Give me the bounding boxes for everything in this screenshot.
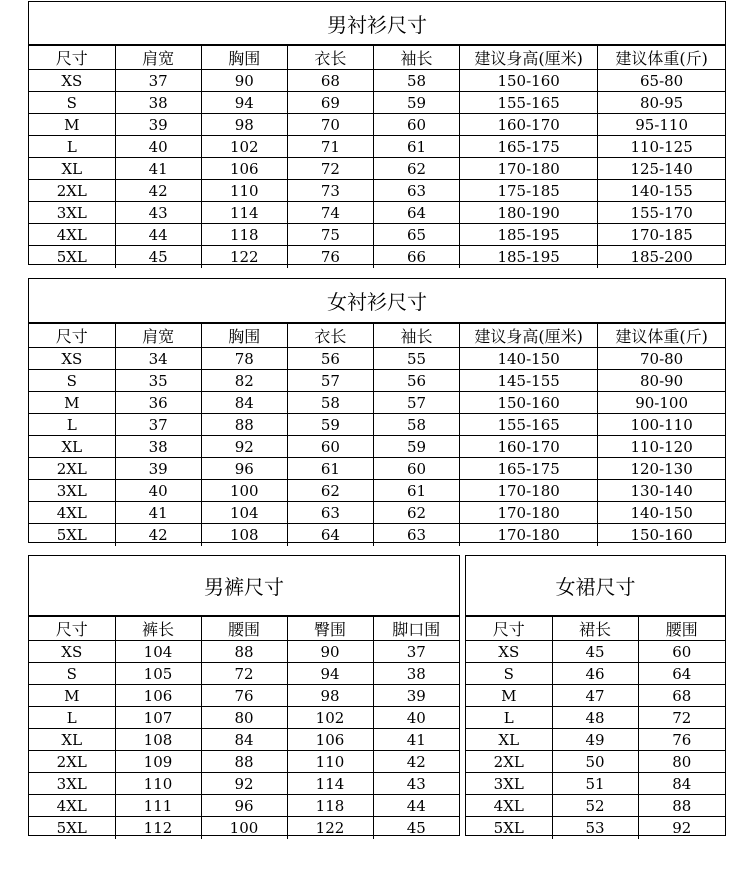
- table-cell: L: [29, 414, 115, 436]
- table-row: [29, 502, 725, 524]
- table-cell: 96: [201, 458, 287, 480]
- table-cell: 55: [373, 348, 459, 370]
- table-row: [29, 795, 459, 817]
- table-cell: 102: [287, 707, 373, 729]
- table-cell: 114: [287, 773, 373, 795]
- table-row: [466, 729, 725, 751]
- table-row: [29, 370, 725, 392]
- table-cell: 107: [115, 707, 201, 729]
- table-cell: 160-170: [460, 114, 598, 136]
- table-cell: 122: [287, 817, 373, 839]
- table-cell: 104: [201, 502, 287, 524]
- table-cell: 94: [201, 92, 287, 114]
- table-cell: 112: [115, 817, 201, 839]
- table-row: [29, 70, 725, 92]
- table-cell: 4XL: [29, 224, 115, 246]
- table-row: [29, 202, 725, 224]
- table-cell: 60: [638, 641, 725, 663]
- header-row: [29, 46, 725, 70]
- column-header: 胸围: [201, 324, 287, 348]
- mens-pants-block: [28, 555, 460, 836]
- table-cell: 95-110: [598, 114, 725, 136]
- table-cell: 72: [287, 158, 373, 180]
- table-cell: 145-155: [460, 370, 598, 392]
- table-cell: 75: [287, 224, 373, 246]
- table-row: [466, 751, 725, 773]
- womens-skirt-block: [465, 555, 726, 836]
- table-cell: 84: [201, 729, 287, 751]
- table-cell: 80-90: [598, 370, 725, 392]
- table-cell: 57: [373, 392, 459, 414]
- table-cell: 58: [287, 392, 373, 414]
- table-cell: 88: [638, 795, 725, 817]
- table-cell: 155-165: [460, 92, 598, 114]
- table-cell: 42: [115, 524, 201, 546]
- table-cell: 140-150: [460, 348, 598, 370]
- table-row: [29, 180, 725, 202]
- table-cell: M: [466, 685, 552, 707]
- table-cell: M: [29, 392, 115, 414]
- table-cell: 4XL: [29, 502, 115, 524]
- column-header: 尺寸: [29, 617, 115, 641]
- table-cell: 43: [373, 773, 459, 795]
- table-cell: 60: [373, 114, 459, 136]
- table-cell: 78: [201, 348, 287, 370]
- table-cell: 72: [638, 707, 725, 729]
- table-cell: 118: [201, 224, 287, 246]
- table-cell: XS: [466, 641, 552, 663]
- table-cell: 105: [115, 663, 201, 685]
- womens-shirt-table: [29, 323, 725, 546]
- table-row: [29, 729, 459, 751]
- table-row: [29, 480, 725, 502]
- table-row: [466, 773, 725, 795]
- column-header: 衣长: [287, 46, 373, 70]
- table-cell: 62: [287, 480, 373, 502]
- table-cell: 110: [115, 773, 201, 795]
- table-cell: 90-100: [598, 392, 725, 414]
- table-cell: S: [29, 663, 115, 685]
- table-cell: 90: [201, 70, 287, 92]
- table-cell: 37: [115, 70, 201, 92]
- table-cell: XS: [29, 348, 115, 370]
- table-cell: 45: [373, 817, 459, 839]
- table-cell: 3XL: [29, 773, 115, 795]
- womens-skirt-title: 女裙尺寸: [466, 556, 725, 616]
- table-row: [466, 707, 725, 729]
- mens-shirt-table: [29, 45, 725, 268]
- column-header: 肩宽: [115, 46, 201, 70]
- table-cell: 98: [287, 685, 373, 707]
- table-cell: 68: [638, 685, 725, 707]
- table-cell: 80: [201, 707, 287, 729]
- table-cell: 40: [115, 480, 201, 502]
- table-cell: XL: [29, 729, 115, 751]
- table-cell: 44: [115, 224, 201, 246]
- table-cell: 3XL: [466, 773, 552, 795]
- table-cell: 65-80: [598, 70, 725, 92]
- table-cell: 185-195: [460, 224, 598, 246]
- table-cell: 122: [201, 246, 287, 268]
- table-cell: 185-200: [598, 246, 725, 268]
- table-cell: 41: [115, 158, 201, 180]
- table-cell: 34: [115, 348, 201, 370]
- table-cell: 40: [373, 707, 459, 729]
- table-row: [29, 685, 459, 707]
- table-cell: 71: [287, 136, 373, 158]
- table-cell: 3XL: [29, 480, 115, 502]
- table-cell: 62: [373, 502, 459, 524]
- table-cell: L: [29, 136, 115, 158]
- table-cell: 111: [115, 795, 201, 817]
- mens-shirt-block: [28, 1, 726, 265]
- table-cell: 3XL: [29, 202, 115, 224]
- column-header: 腰围: [638, 617, 725, 641]
- table-cell: 150-160: [598, 524, 725, 546]
- table-cell: 43: [115, 202, 201, 224]
- table-cell: 58: [373, 414, 459, 436]
- table-cell: 38: [115, 436, 201, 458]
- table-cell: 5XL: [29, 524, 115, 546]
- table-cell: L: [29, 707, 115, 729]
- table-cell: 49: [552, 729, 638, 751]
- table-cell: 110: [201, 180, 287, 202]
- table-cell: 4XL: [466, 795, 552, 817]
- table-cell: 39: [115, 458, 201, 480]
- table-cell: 38: [115, 92, 201, 114]
- table-cell: 56: [287, 348, 373, 370]
- table-cell: 41: [373, 729, 459, 751]
- table-row: [29, 348, 725, 370]
- mens-pants-title: 男裤尺寸: [29, 556, 459, 616]
- table-cell: 80-95: [598, 92, 725, 114]
- column-header: 裤长: [115, 617, 201, 641]
- column-header: 建议身高(厘米): [460, 324, 598, 348]
- table-cell: 41: [115, 502, 201, 524]
- table-cell: 84: [638, 773, 725, 795]
- table-cell: 106: [287, 729, 373, 751]
- table-cell: 160-170: [460, 436, 598, 458]
- mens-shirt-title: 男衬衫尺寸: [29, 2, 725, 45]
- table-cell: 63: [287, 502, 373, 524]
- column-header: 袖长: [373, 46, 459, 70]
- table-cell: 5XL: [29, 246, 115, 268]
- table-cell: 2XL: [29, 458, 115, 480]
- table-cell: XS: [29, 70, 115, 92]
- table-cell: 110-120: [598, 436, 725, 458]
- column-header: 尺寸: [466, 617, 552, 641]
- table-cell: 165-175: [460, 458, 598, 480]
- table-cell: 46: [552, 663, 638, 685]
- table-cell: M: [29, 685, 115, 707]
- table-cell: 108: [115, 729, 201, 751]
- table-cell: 36: [115, 392, 201, 414]
- table-cell: XL: [29, 436, 115, 458]
- table-cell: 56: [373, 370, 459, 392]
- column-header: 裙长: [552, 617, 638, 641]
- table-cell: 84: [201, 392, 287, 414]
- table-cell: 69: [287, 92, 373, 114]
- table-cell: 106: [115, 685, 201, 707]
- table-cell: 59: [287, 414, 373, 436]
- table-cell: 104: [115, 641, 201, 663]
- table-cell: 63: [373, 524, 459, 546]
- table-cell: 175-185: [460, 180, 598, 202]
- table-cell: 100: [201, 817, 287, 839]
- table-cell: 62: [373, 158, 459, 180]
- header-row: [29, 617, 459, 641]
- table-cell: 76: [201, 685, 287, 707]
- table-cell: 37: [373, 641, 459, 663]
- column-header: 脚口围: [373, 617, 459, 641]
- table-cell: 44: [373, 795, 459, 817]
- table-cell: 61: [373, 480, 459, 502]
- table-cell: 88: [201, 641, 287, 663]
- table-cell: 170-180: [460, 524, 598, 546]
- table-cell: 98: [201, 114, 287, 136]
- table-row: [29, 92, 725, 114]
- table-cell: 130-140: [598, 480, 725, 502]
- table-cell: 2XL: [29, 751, 115, 773]
- table-cell: 100: [201, 480, 287, 502]
- table-row: [29, 817, 459, 839]
- table-cell: 39: [373, 685, 459, 707]
- table-cell: 92: [201, 436, 287, 458]
- column-header: 尺寸: [29, 46, 115, 70]
- table-cell: 42: [373, 751, 459, 773]
- table-cell: 64: [638, 663, 725, 685]
- table-cell: 92: [201, 773, 287, 795]
- table-cell: 140-155: [598, 180, 725, 202]
- table-cell: 50: [552, 751, 638, 773]
- table-cell: 63: [373, 180, 459, 202]
- table-cell: 100-110: [598, 414, 725, 436]
- table-cell: 65: [373, 224, 459, 246]
- table-cell: 38: [373, 663, 459, 685]
- table-cell: 72: [201, 663, 287, 685]
- table-cell: 70-80: [598, 348, 725, 370]
- table-cell: 150-160: [460, 392, 598, 414]
- table-row: [29, 773, 459, 795]
- table-cell: S: [466, 663, 552, 685]
- column-header: 建议身高(厘米): [460, 46, 598, 70]
- table-row: [29, 707, 459, 729]
- table-cell: 82: [201, 370, 287, 392]
- table-cell: 57: [287, 370, 373, 392]
- table-cell: 68: [287, 70, 373, 92]
- table-cell: 58: [373, 70, 459, 92]
- table-cell: 108: [201, 524, 287, 546]
- table-cell: 120-130: [598, 458, 725, 480]
- table-cell: 140-150: [598, 502, 725, 524]
- table-cell: 70: [287, 114, 373, 136]
- table-cell: 53: [552, 817, 638, 839]
- table-cell: XL: [466, 729, 552, 751]
- table-cell: XL: [29, 158, 115, 180]
- table-row: [29, 641, 459, 663]
- table-cell: 170-180: [460, 502, 598, 524]
- table-cell: 180-190: [460, 202, 598, 224]
- table-cell: 80: [638, 751, 725, 773]
- table-cell: 45: [552, 641, 638, 663]
- table-cell: 37: [115, 414, 201, 436]
- table-cell: 51: [552, 773, 638, 795]
- table-cell: 60: [287, 436, 373, 458]
- table-cell: 64: [373, 202, 459, 224]
- table-cell: 52: [552, 795, 638, 817]
- table-row: [29, 663, 459, 685]
- column-header: 建议体重(斤): [598, 46, 725, 70]
- table-cell: 90: [287, 641, 373, 663]
- table-cell: 96: [201, 795, 287, 817]
- table-cell: 88: [201, 751, 287, 773]
- table-row: [29, 524, 725, 546]
- table-cell: 40: [115, 136, 201, 158]
- table-row: [29, 114, 725, 136]
- table-cell: 60: [373, 458, 459, 480]
- table-cell: 114: [201, 202, 287, 224]
- table-cell: 155-165: [460, 414, 598, 436]
- table-row: [466, 663, 725, 685]
- table-row: [29, 436, 725, 458]
- table-cell: S: [29, 92, 115, 114]
- table-cell: 45: [115, 246, 201, 268]
- table-cell: 39: [115, 114, 201, 136]
- table-row: [29, 136, 725, 158]
- table-cell: 92: [638, 817, 725, 839]
- column-header: 建议体重(斤): [598, 324, 725, 348]
- table-cell: 47: [552, 685, 638, 707]
- column-header: 臀围: [287, 617, 373, 641]
- table-cell: 73: [287, 180, 373, 202]
- table-cell: 5XL: [29, 817, 115, 839]
- table-cell: 165-175: [460, 136, 598, 158]
- mens-pants-table: [29, 616, 459, 839]
- table-cell: 5XL: [466, 817, 552, 839]
- column-header: 衣长: [287, 324, 373, 348]
- table-cell: 61: [287, 458, 373, 480]
- table-row: [29, 224, 725, 246]
- header-row: [29, 324, 725, 348]
- table-cell: 170-185: [598, 224, 725, 246]
- womens-skirt-table: [466, 616, 725, 839]
- table-cell: 66: [373, 246, 459, 268]
- table-row: [29, 751, 459, 773]
- table-cell: 155-170: [598, 202, 725, 224]
- table-cell: 102: [201, 136, 287, 158]
- table-cell: 125-140: [598, 158, 725, 180]
- table-cell: 118: [287, 795, 373, 817]
- womens-shirt-title: 女衬衫尺寸: [29, 279, 725, 323]
- column-header: 袖长: [373, 324, 459, 348]
- header-row: [466, 617, 725, 641]
- table-row: [29, 458, 725, 480]
- table-cell: XS: [29, 641, 115, 663]
- table-cell: 76: [638, 729, 725, 751]
- table-cell: 170-180: [460, 480, 598, 502]
- table-cell: M: [29, 114, 115, 136]
- table-cell: 109: [115, 751, 201, 773]
- table-cell: 4XL: [29, 795, 115, 817]
- table-cell: 94: [287, 663, 373, 685]
- table-cell: 61: [373, 136, 459, 158]
- table-cell: 42: [115, 180, 201, 202]
- table-cell: S: [29, 370, 115, 392]
- column-header: 腰围: [201, 617, 287, 641]
- table-cell: 170-180: [460, 158, 598, 180]
- table-cell: 185-195: [460, 246, 598, 268]
- table-row: [29, 158, 725, 180]
- column-header: 尺寸: [29, 324, 115, 348]
- table-cell: 59: [373, 436, 459, 458]
- table-cell: 150-160: [460, 70, 598, 92]
- table-row: [29, 246, 725, 268]
- womens-shirt-block: [28, 278, 726, 543]
- table-cell: 2XL: [29, 180, 115, 202]
- table-cell: 59: [373, 92, 459, 114]
- table-cell: 110: [287, 751, 373, 773]
- table-row: [466, 641, 725, 663]
- column-header: 胸围: [201, 46, 287, 70]
- table-cell: 48: [552, 707, 638, 729]
- table-row: [466, 685, 725, 707]
- table-cell: 64: [287, 524, 373, 546]
- table-row: [29, 414, 725, 436]
- table-cell: 110-125: [598, 136, 725, 158]
- table-cell: 2XL: [466, 751, 552, 773]
- table-row: [466, 817, 725, 839]
- table-row: [29, 392, 725, 414]
- table-cell: L: [466, 707, 552, 729]
- table-cell: 76: [287, 246, 373, 268]
- column-header: 肩宽: [115, 324, 201, 348]
- table-cell: 106: [201, 158, 287, 180]
- table-cell: 74: [287, 202, 373, 224]
- table-cell: 88: [201, 414, 287, 436]
- table-row: [466, 795, 725, 817]
- table-cell: 35: [115, 370, 201, 392]
